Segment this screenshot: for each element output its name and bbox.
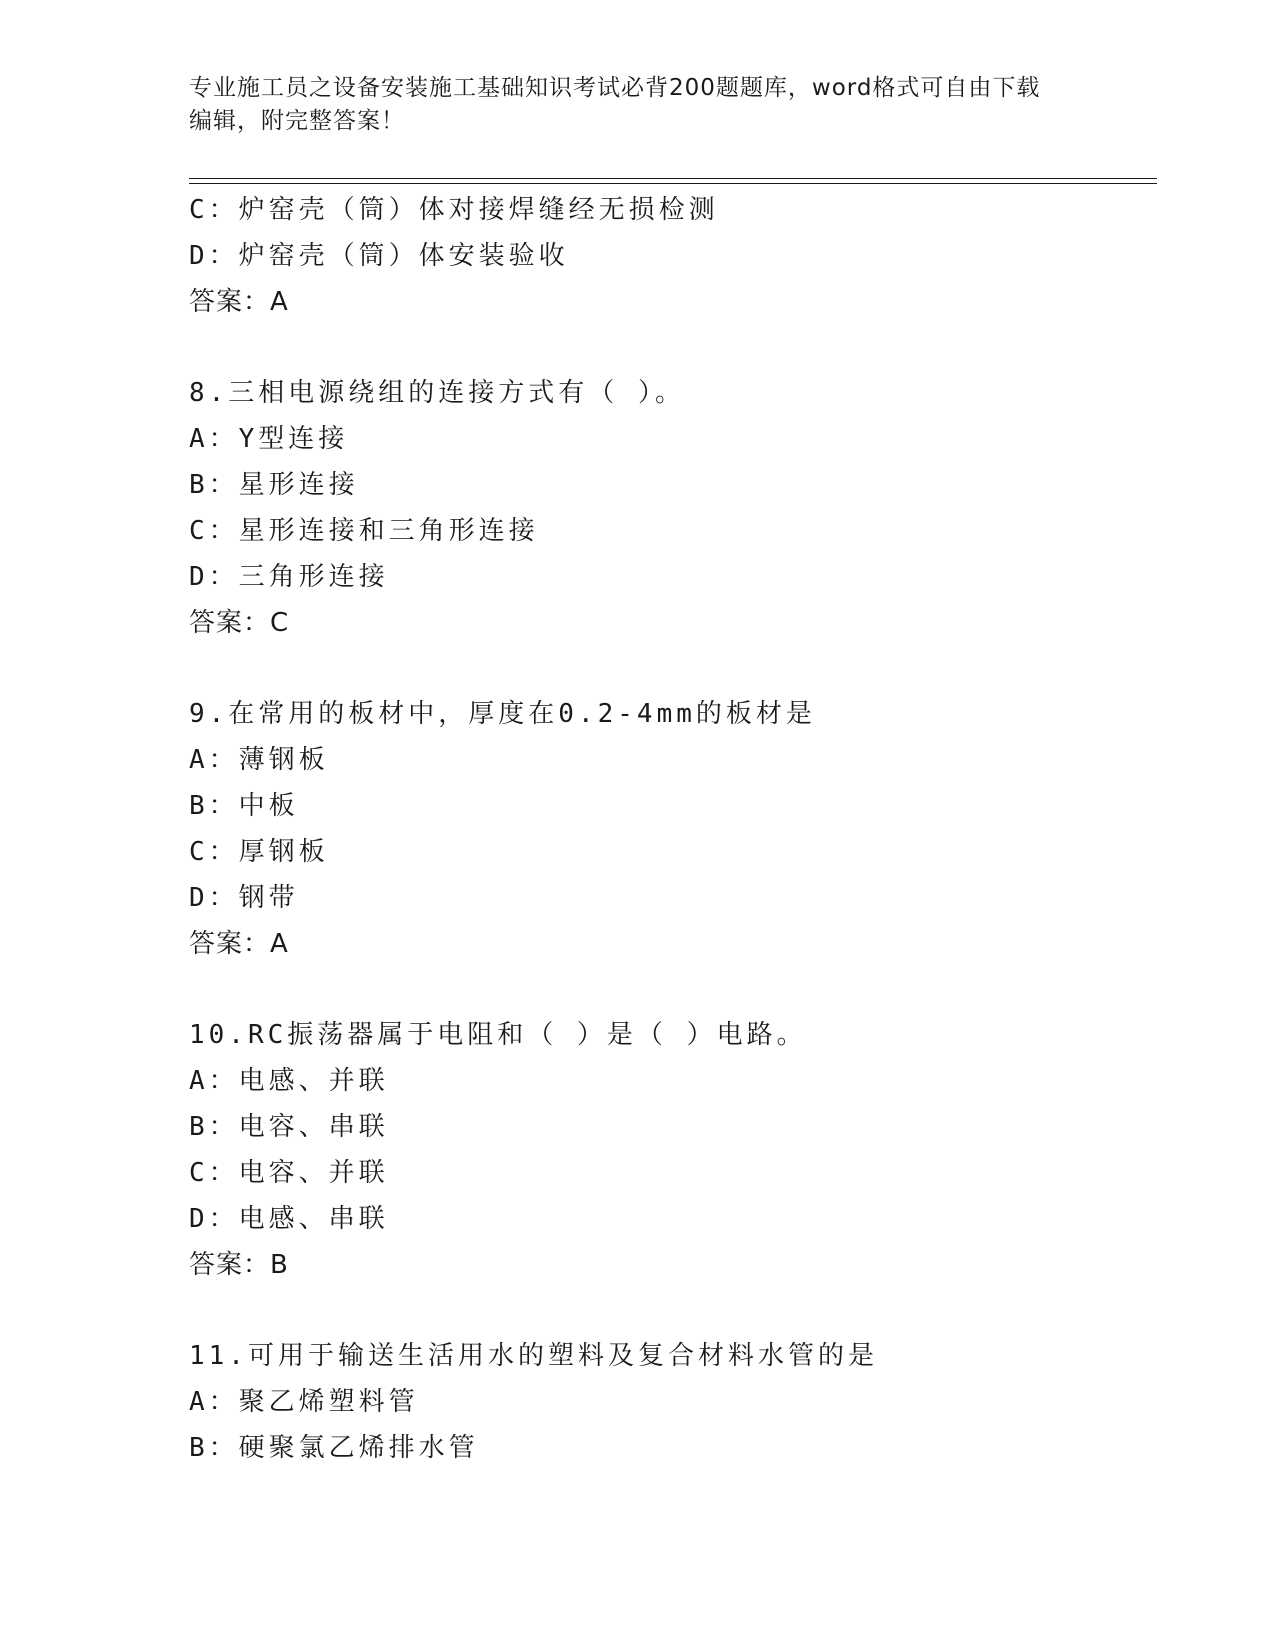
q11-option-b: B：硬聚氯乙烯排水管 [189, 1433, 479, 1463]
q10-option-a: A：电感、并联 [189, 1066, 389, 1096]
q11-option-a: A：聚乙烯塑料管 [189, 1387, 419, 1417]
q8-question: 8.三相电源绕组的连接方式有（ ）。 [189, 378, 685, 408]
q9-option-c: C：厚钢板 [189, 837, 329, 867]
q8-option-b: B：星形连接 [189, 470, 359, 500]
q8-option-d: D：三角形连接 [189, 562, 389, 592]
q11-question: 11.可用于输送生活用水的塑料及复合材料水管的是 [189, 1341, 878, 1371]
q10-answer: 答案：B [189, 1250, 289, 1280]
q7-answer: 答案：A [189, 287, 289, 317]
q10-option-c: C：电容、并联 [189, 1158, 389, 1188]
q8-answer: 答案：C [189, 608, 290, 638]
header-divider-top [189, 178, 1157, 179]
q7-option-c: C：炉窑壳（筒）体对接焊缝经无损检测 [189, 195, 719, 225]
q10-option-d: D：电感、串联 [189, 1204, 389, 1234]
header-divider-bottom [189, 183, 1157, 184]
q9-option-d: D：钢带 [189, 883, 299, 913]
q8-option-a: A：Y型连接 [189, 424, 349, 454]
header-title-line-2: 编辑，附完整答案！ [189, 108, 405, 134]
q9-option-a: A：薄钢板 [189, 745, 329, 775]
header-title-line-1: 专业施工员之设备安装施工基础知识考试必背200题题库，word格式可自由下载 [189, 75, 1041, 101]
q10-option-b: B：电容、串联 [189, 1112, 389, 1142]
q9-option-b: B：中板 [189, 791, 299, 821]
document-header [189, 72, 1089, 138]
q10-question: 10.RC振荡器属于电阻和（ ）是（ ）电路。 [189, 1020, 807, 1050]
q9-answer: 答案：A [189, 929, 289, 959]
q8-option-c: C：星形连接和三角形连接 [189, 516, 539, 546]
q9-question: 9.在常用的板材中，厚度在0.2-4mm的板材是 [189, 699, 816, 729]
q7-option-d: D：炉窑壳（筒）体安装验收 [189, 241, 569, 271]
